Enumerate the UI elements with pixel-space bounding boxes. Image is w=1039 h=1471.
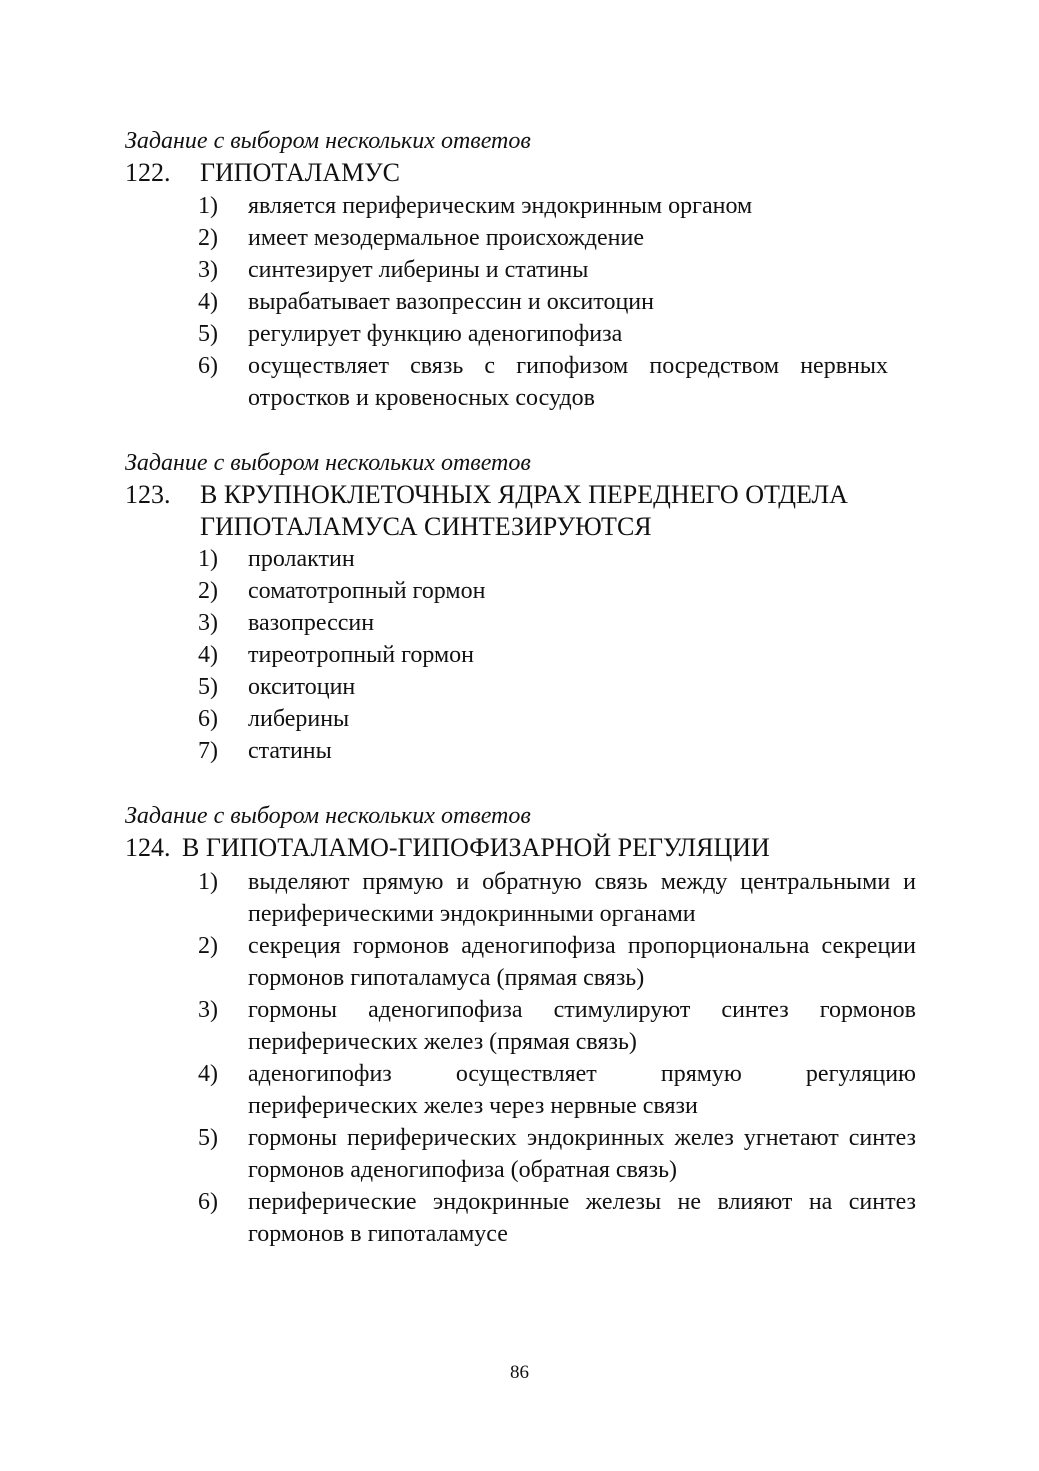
option-number: 2) [198, 578, 218, 604]
option-text: регулирует функцию аденогипофиза [248, 321, 623, 347]
option-number: 2) [198, 933, 218, 959]
option-text: имеет мезодермальное происхождение [248, 225, 644, 251]
option-text: является периферическим эндокринным органом [248, 193, 753, 219]
option-number: 4) [198, 289, 218, 315]
task-type-label: Задание с выбором нескольких ответов [125, 128, 531, 154]
option-text: гормоны периферических эндокринных желез угнетают синтез гормонов аденогипофиза (обратная связь) [248, 1125, 916, 1183]
option-number: 6) [198, 1189, 218, 1215]
question-title: В КРУПНОКЛЕТОЧНЫХ ЯДРАХ ПЕРЕДНЕГО ОТДЕЛА [200, 480, 848, 509]
option-number: 2) [198, 225, 218, 251]
option-number: 6) [198, 706, 218, 732]
question-number: 122. [125, 158, 171, 187]
page-number: 86 [510, 1362, 529, 1383]
task-type-label: Задание с выбором нескольких ответов [125, 450, 531, 476]
question-title: ГИПОТАЛАМУСА СИНТЕЗИРУЮТСЯ [200, 512, 652, 541]
option-text: синтезирует либерины и статины [248, 257, 589, 283]
option-text: либерины [248, 706, 350, 732]
option-text: осуществляет связь с гипофизом посредством нервных отростков и кровеносных сосудов [248, 353, 888, 411]
option-number: 1) [198, 869, 218, 895]
question-title: В ГИПОТАЛАМО-ГИПОФИЗАРНОЙ РЕГУЛЯЦИИ [182, 833, 770, 862]
option-number: 3) [198, 997, 218, 1023]
option-number: 4) [198, 642, 218, 668]
question-number: 123. [125, 480, 171, 509]
option-text: аденогипофиз осуществляет прямую регуляцию периферических желез через нервные связи [248, 1061, 916, 1119]
option-text: вазопрессин [248, 610, 375, 636]
option-number: 4) [198, 1061, 218, 1087]
option-number: 5) [198, 674, 218, 700]
option-text: гормоны аденогипофиза стимулируют синтез гормонов периферических желез (прямая связь) [248, 997, 916, 1055]
question-number: 124. [125, 833, 171, 862]
option-text: статины [248, 738, 332, 764]
option-text: тиреотропный гормон [248, 642, 475, 668]
option-number: 7) [198, 738, 218, 764]
option-number: 5) [198, 1125, 218, 1151]
option-number: 1) [198, 193, 218, 219]
option-number: 6) [198, 353, 218, 379]
option-number: 3) [198, 610, 218, 636]
option-text: вырабатывает вазопрессин и окситоцин [248, 289, 654, 315]
option-text: секреция гормонов аденогипофиза пропорциональна секреции гормонов гипоталамуса (прямая связь) [248, 933, 916, 991]
option-text: выделяют прямую и обратную связь между центральными и периферическими эндокринными органами [248, 869, 916, 927]
question-title: ГИПОТАЛАМУС [200, 158, 401, 187]
option-number: 1) [198, 546, 218, 572]
option-text: окситоцин [248, 674, 356, 700]
option-text: пролактин [248, 546, 355, 572]
option-number: 3) [198, 257, 218, 283]
option-number: 5) [198, 321, 218, 347]
option-text: соматотропный гормон [248, 578, 486, 604]
task-type-label: Задание с выбором нескольких ответов [125, 803, 531, 829]
option-text: периферические эндокринные железы не влияют на синтез гормонов в гипоталамусе [248, 1189, 916, 1247]
